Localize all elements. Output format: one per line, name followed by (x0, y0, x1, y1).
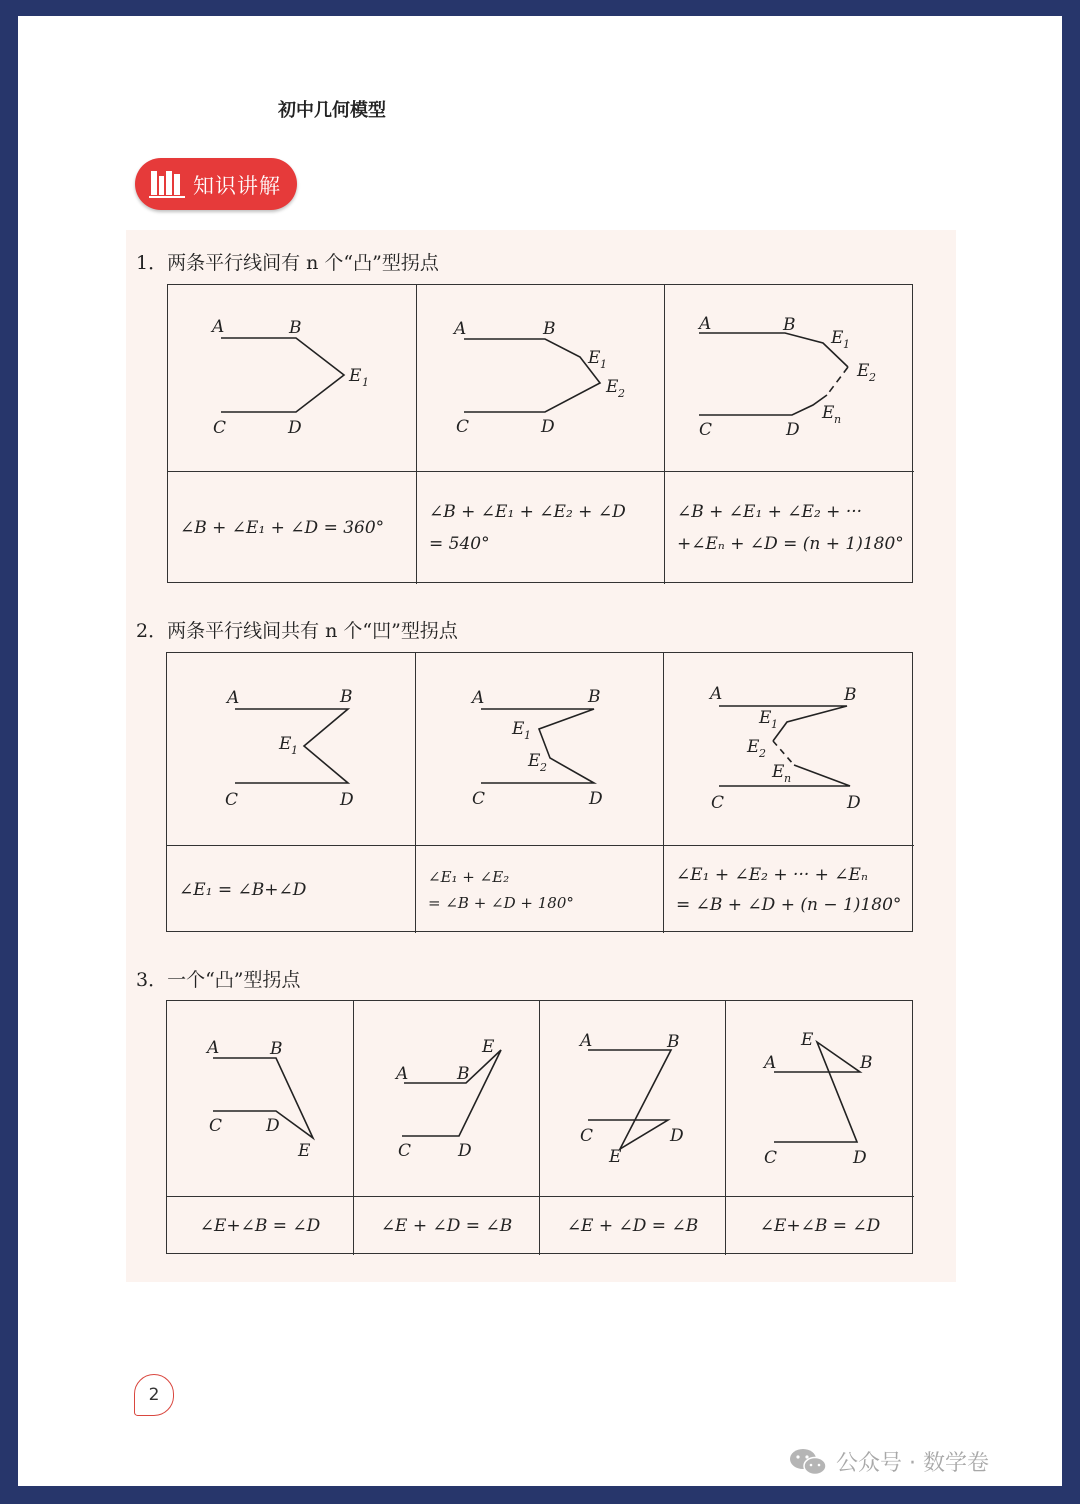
svg-text:B: B (457, 1064, 470, 1084)
svg-text:1: 1 (291, 744, 298, 757)
formula-line: ∠E + ∠D = ∠B (566, 1216, 699, 1236)
formula-line: ∠B + ∠E₁ + ∠E₂ + ··· (677, 502, 863, 522)
svg-text:E: E (298, 1141, 311, 1161)
svg-text:E: E (512, 719, 525, 739)
s2-diagram-3 (664, 653, 914, 846)
svg-text:D: D (589, 789, 603, 809)
svg-text:2: 2 (759, 747, 766, 760)
formula-line: = ∠B + ∠D + (n − 1)180° (676, 894, 902, 915)
svg-text:D: D (853, 1148, 867, 1168)
svg-text:B: B (270, 1039, 283, 1059)
formula-line: ∠E₁ = ∠B+∠D (179, 879, 307, 900)
section-3-title: 3．一个“凸”型拐点 (136, 969, 301, 991)
formula-line: ∠E₁ + ∠E₂ + ··· + ∠Eₙ (676, 864, 868, 885)
formula-line: ∠E+∠B = ∠D (199, 1216, 321, 1236)
svg-text:A: A (472, 688, 485, 708)
s1-formula-1 (168, 472, 417, 584)
section-1-title: 1．两条平行线间有 n 个“凸”型拐点 (136, 252, 439, 274)
label-d: D (288, 418, 302, 438)
s1-diagram-1 (168, 285, 417, 472)
svg-text:D: D (340, 790, 354, 810)
banner-label: 知识讲解 (193, 174, 281, 198)
svg-text:C: C (764, 1148, 778, 1168)
svg-text:D: D (847, 793, 861, 813)
watermark (788, 1446, 989, 1477)
svg-text:2: 2 (618, 387, 625, 400)
s3-diagram-1 (167, 1001, 354, 1197)
svg-text:B: B (860, 1053, 873, 1073)
svg-text:C: C (711, 793, 725, 813)
svg-text:C: C (472, 789, 486, 809)
s3-formula-3 (540, 1197, 726, 1255)
s3-formula-4 (726, 1197, 914, 1255)
s2-formula-2 (416, 846, 664, 933)
svg-text:A: A (207, 1038, 220, 1058)
section-2-title: 2．两条平行线间共有 n 个“凹”型拐点 (136, 620, 458, 642)
s2-formula-1 (167, 846, 416, 933)
label-c: C (456, 417, 470, 437)
section-1-table (167, 284, 913, 583)
svg-text:C: C (398, 1141, 412, 1161)
svg-text:2: 2 (540, 761, 547, 774)
s3-diagram-2 (354, 1001, 540, 1197)
formula-line: ∠E+∠B = ∠D (759, 1216, 881, 1236)
document-title: 初中几何模型 (278, 100, 386, 121)
formula-line: ∠E + ∠D = ∠B (380, 1216, 513, 1236)
label-b: B (289, 318, 302, 338)
svg-text:B: B (667, 1032, 680, 1052)
svg-text:E: E (801, 1030, 814, 1050)
formula-line: ∠B + ∠E₁ + ∠D = 360° (180, 518, 385, 538)
page-number: 2 (134, 1374, 174, 1416)
watermark-text: 公众号 · 数学卷 (836, 1451, 989, 1476)
formula-line: +∠Eₙ + ∠D = (n + 1)180° (677, 534, 904, 554)
formula-line: ∠B + ∠E₁ + ∠E₂ + ∠D (429, 502, 626, 522)
s1-diagram-2 (417, 285, 665, 472)
label-c: C (699, 420, 713, 440)
svg-text:1: 1 (843, 338, 850, 351)
knowledge-banner (135, 158, 297, 210)
s2-formula-3 (664, 846, 914, 933)
svg-text:E: E (759, 708, 772, 728)
label-a: A (454, 319, 467, 339)
s2-diagram-2 (416, 653, 664, 846)
svg-text:A: A (227, 688, 240, 708)
s1-formula-3 (665, 472, 914, 584)
svg-text:B: B (844, 685, 857, 705)
svg-text:n: n (834, 413, 842, 426)
label-e2: E (606, 377, 619, 397)
s1-formula-2 (417, 472, 665, 584)
svg-text:A: A (710, 684, 723, 704)
books-icon (149, 168, 187, 200)
label-e2: E (857, 361, 870, 381)
label-d: D (786, 420, 800, 440)
label-b: B (543, 319, 556, 339)
svg-text:E: E (528, 751, 541, 771)
svg-text:B: B (588, 687, 601, 707)
svg-text:D: D (670, 1126, 684, 1146)
svg-text:D: D (266, 1116, 280, 1136)
formula-line: ∠E₁ + ∠E₂ (428, 867, 510, 886)
label-e1: E (588, 348, 601, 368)
svg-text:1: 1 (771, 718, 778, 731)
svg-text:A: A (396, 1064, 409, 1084)
label-c: C (213, 418, 227, 438)
svg-text:D: D (458, 1141, 472, 1161)
svg-text:1: 1 (524, 729, 531, 742)
label-a: A (699, 314, 712, 334)
svg-text:E: E (772, 762, 785, 782)
svg-text:C: C (209, 1116, 223, 1136)
wechat-icon (788, 1447, 828, 1477)
s3-formula-1 (167, 1197, 354, 1255)
svg-text:E: E (482, 1037, 495, 1057)
svg-text:B: B (340, 687, 353, 707)
s3-formula-2 (354, 1197, 540, 1255)
label-b: B (783, 315, 796, 335)
s3-diagram-3 (540, 1001, 726, 1197)
svg-text:2: 2 (869, 371, 876, 384)
svg-text:1: 1 (600, 358, 607, 371)
section-3-table (166, 1000, 913, 1254)
svg-text:E: E (609, 1147, 622, 1167)
svg-text:A: A (580, 1031, 593, 1051)
svg-text:C: C (225, 790, 239, 810)
label-a: A (212, 317, 225, 337)
svg-text:E: E (279, 734, 292, 754)
s2-diagram-1 (167, 653, 416, 846)
formula-line: = 540° (429, 534, 490, 554)
svg-text:A: A (764, 1053, 777, 1073)
s1-diagram-3 (665, 285, 914, 472)
svg-text:1: 1 (362, 376, 369, 389)
label-e: E (349, 366, 362, 386)
section-2-table (166, 652, 913, 932)
svg-text:E: E (747, 737, 760, 757)
s3-diagram-4 (726, 1001, 914, 1197)
label-e1: E (831, 328, 844, 348)
svg-text:C: C (580, 1126, 594, 1146)
svg-text:n: n (784, 772, 792, 785)
label-d: D (541, 417, 555, 437)
label-en: E (822, 403, 835, 423)
formula-line: = ∠B + ∠D + 180° (428, 893, 574, 912)
